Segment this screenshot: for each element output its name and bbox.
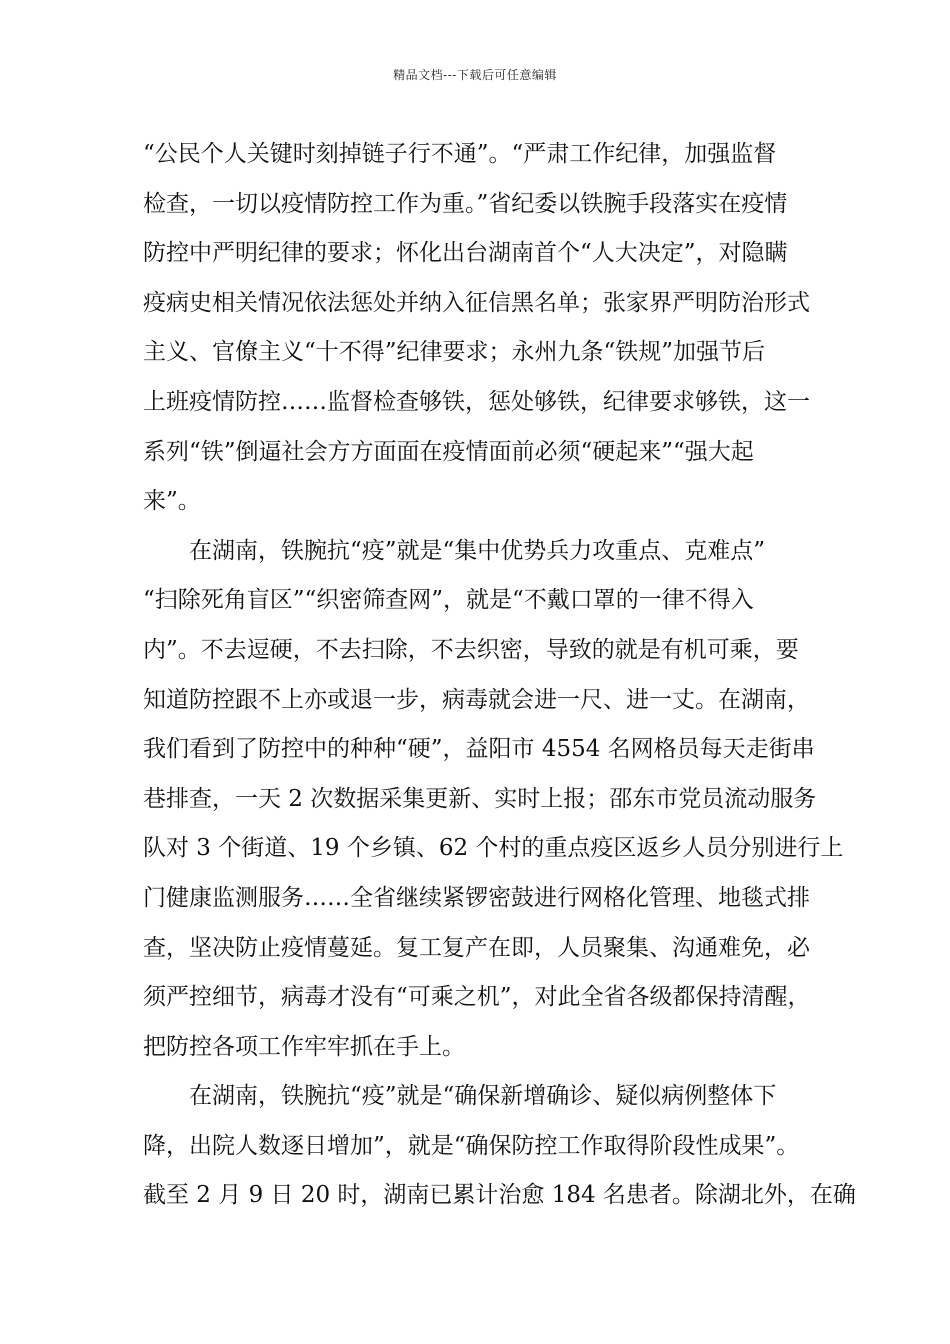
paragraph-line: 须严控细节，病毒才没有“可乘之机”，对此全省各级都保持清醒， xyxy=(143,984,811,1011)
paragraph-line: 截至 2 月 9 日 20 时，湖南已累计治愈 184 名患者。除湖北外，在确 xyxy=(143,1182,856,1209)
paragraph-line: 巷排查，一天 2 次数据采集更新、实时上报；邵东市党员流动服务 xyxy=(143,785,817,812)
paragraph-line: 防控中严明纪律的要求；怀化出台湖南首个“人大决定”，对隐瞒 xyxy=(143,240,788,267)
paragraph-1 xyxy=(143,130,827,527)
paragraph-line: 我们看到了防控中的种种“硬”，益阳市 4554 名网格员每天走街串 xyxy=(143,736,815,763)
paragraph-line: 疫病史相关情况依法惩处并纳入征信黑名单；张家界严明防治形式 xyxy=(143,289,810,316)
paragraph-line: 主义、官僚主义“十不得”纪律要求；永州九条“铁规”加强节后 xyxy=(143,339,766,366)
paragraph-2 xyxy=(143,527,844,1073)
paragraph-line: 上班疫情防控……监督检查够铁，惩处够铁，纪律要求够铁，这一 xyxy=(143,388,810,415)
paragraph-line: 门健康监测服务……全省继续紧锣密鼓进行网格化管理、地毯式排 xyxy=(143,884,810,911)
paragraph-line: 来”。 xyxy=(143,488,201,515)
paragraph-line: 在湖南，铁腕抗“疫”就是“确保新增确诊、疑似病例整体下 xyxy=(189,1083,777,1110)
paragraph-line: 降，出院人数逐日增加”，就是“确保防控工作取得阶段性成果”。 xyxy=(143,1132,800,1159)
paragraph-3 xyxy=(143,1072,856,1221)
page-header: 精品文档---下载后可任意编辑 xyxy=(393,68,557,82)
paragraph-line: “扫除死角盲区”“织密筛查网”，就是“不戴口罩的一律不得入 xyxy=(143,587,754,614)
paragraph-line: 队对 3 个街道、19 个乡镇、62 个村的重点疫区返乡人员分别进行上 xyxy=(143,835,844,862)
paragraph-line: 把防控各项工作牢牢抓在手上。 xyxy=(143,1033,465,1060)
paragraph-line: “公民个人关键时刻掉链子行不通”。“严肃工作纪律，加强监督 xyxy=(143,141,777,167)
paragraph-line: 系列“铁”倒逼社会方方面面在疫情面前必须“硬起来”“强大起 xyxy=(143,438,754,465)
paragraph-line: 在湖南，铁腕抗“疫”就是“集中优势兵力攻重点、克难点” xyxy=(189,537,766,564)
paragraph-line: 知道防控跟不上亦或退一步，病毒就会进一尺、进一丈。在湖南， xyxy=(143,686,810,713)
paragraph-line: 查，坚决防止疫情蔓延。复工复产在即，人员聚集、沟通难免，必 xyxy=(143,934,810,961)
paragraph-line: 内”。不去逗硬，不去扫除，不去织密，导致的就是有机可乘，要 xyxy=(143,636,799,663)
document-body xyxy=(143,130,856,1221)
paragraph-line: 检查，一切以疫情防控工作为重。”省纪委以铁腕手段落实在疫情 xyxy=(143,190,788,217)
